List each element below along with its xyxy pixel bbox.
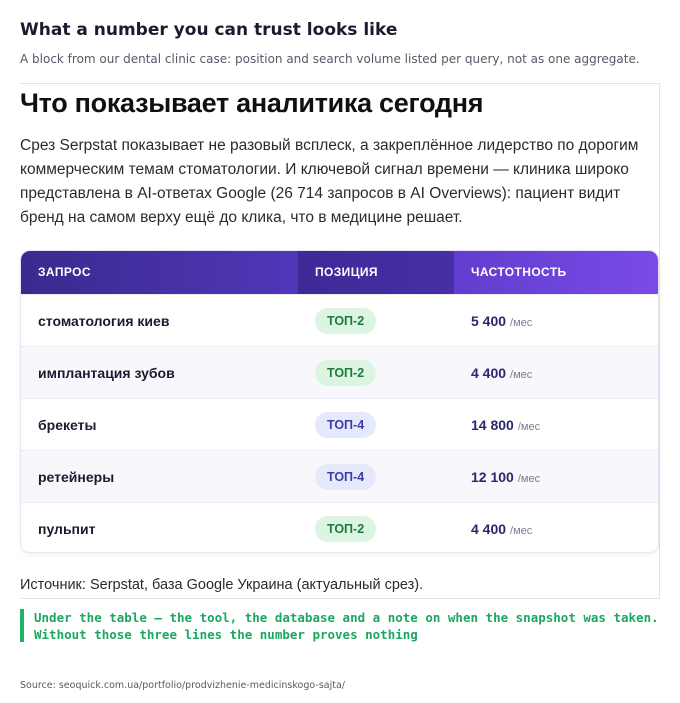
header-frequency: ЧАСТОТНОСТЬ <box>471 265 567 279</box>
header-query: ЗАПРОС <box>38 265 91 279</box>
footer-source: Source: seoquick.com.ua/portfolio/prodvizhenie-medicinskogo-sajta/ <box>20 680 345 691</box>
frequency-cell <box>471 503 532 553</box>
frequency-value: 12 100 <box>471 469 514 485</box>
callout-line-2: Without those three lines the number proves nothing <box>34 627 418 642</box>
position-badge: ТОП-4 <box>315 464 376 490</box>
header-position: ПОЗИЦИЯ <box>315 265 378 279</box>
position-badge: ТОП-4 <box>315 412 376 438</box>
position-badge: ТОП-2 <box>315 360 376 386</box>
table-row <box>21 502 658 553</box>
query-cell: стоматология киев <box>38 313 170 329</box>
frequency-unit: /мес <box>517 473 541 485</box>
table-row <box>21 398 658 450</box>
frequency-unit: /мес <box>510 369 533 381</box>
query-cell: брекеты <box>38 417 97 433</box>
frequency-cell <box>471 451 540 503</box>
case-card <box>20 83 660 599</box>
query-cell: имплантация зубов <box>38 365 175 381</box>
callout-line-1: Under the table — the tool, the database and a note on when the snapshot was taken. <box>34 610 659 625</box>
query-cell: ретейнеры <box>38 469 115 485</box>
table-row <box>21 346 658 398</box>
frequency-cell <box>471 347 532 399</box>
card-heading: Что показывает аналитика сегодня <box>20 88 484 118</box>
keywords-table <box>20 250 659 553</box>
query-cell: пульпит <box>38 521 96 537</box>
frequency-value: 14 800 <box>471 417 514 433</box>
frequency-unit: /мес <box>510 317 533 329</box>
card-paragraph: Срез Serpstat показывает не разовый всплеск, а закреплённое лидерство по дорогим коммерческим темам стоматологии. И ключевой сигнал времени — клиника широко представлена в AI-ответах Google (26 714 запросов в AI Overviews): пациент видит бренд на самом верху ещё до клика, что в медицине решает. <box>20 137 639 226</box>
frequency-value: 4 400 <box>471 521 507 537</box>
frequency-value: 4 400 <box>471 365 507 381</box>
table-row <box>21 450 658 502</box>
table-row <box>21 294 658 346</box>
frequency-value: 5 400 <box>471 313 507 329</box>
position-badge: ТОП-2 <box>315 308 376 334</box>
frequency-unit: /мес <box>517 421 541 433</box>
position-badge: ТОП-2 <box>315 516 376 542</box>
frequency-cell <box>471 399 540 451</box>
page-title: What a number you can trust looks like <box>20 20 398 40</box>
table-header <box>21 251 658 294</box>
page-subtitle: A block from our dental clinic case: position and search volume listed per query, not as one aggregate. <box>20 52 640 66</box>
card-source-note: Источник: Serpstat, база Google Украина (актуальный срез). <box>20 577 424 593</box>
frequency-unit: /мес <box>510 525 533 537</box>
frequency-cell <box>471 295 532 347</box>
callout-note <box>20 609 660 642</box>
